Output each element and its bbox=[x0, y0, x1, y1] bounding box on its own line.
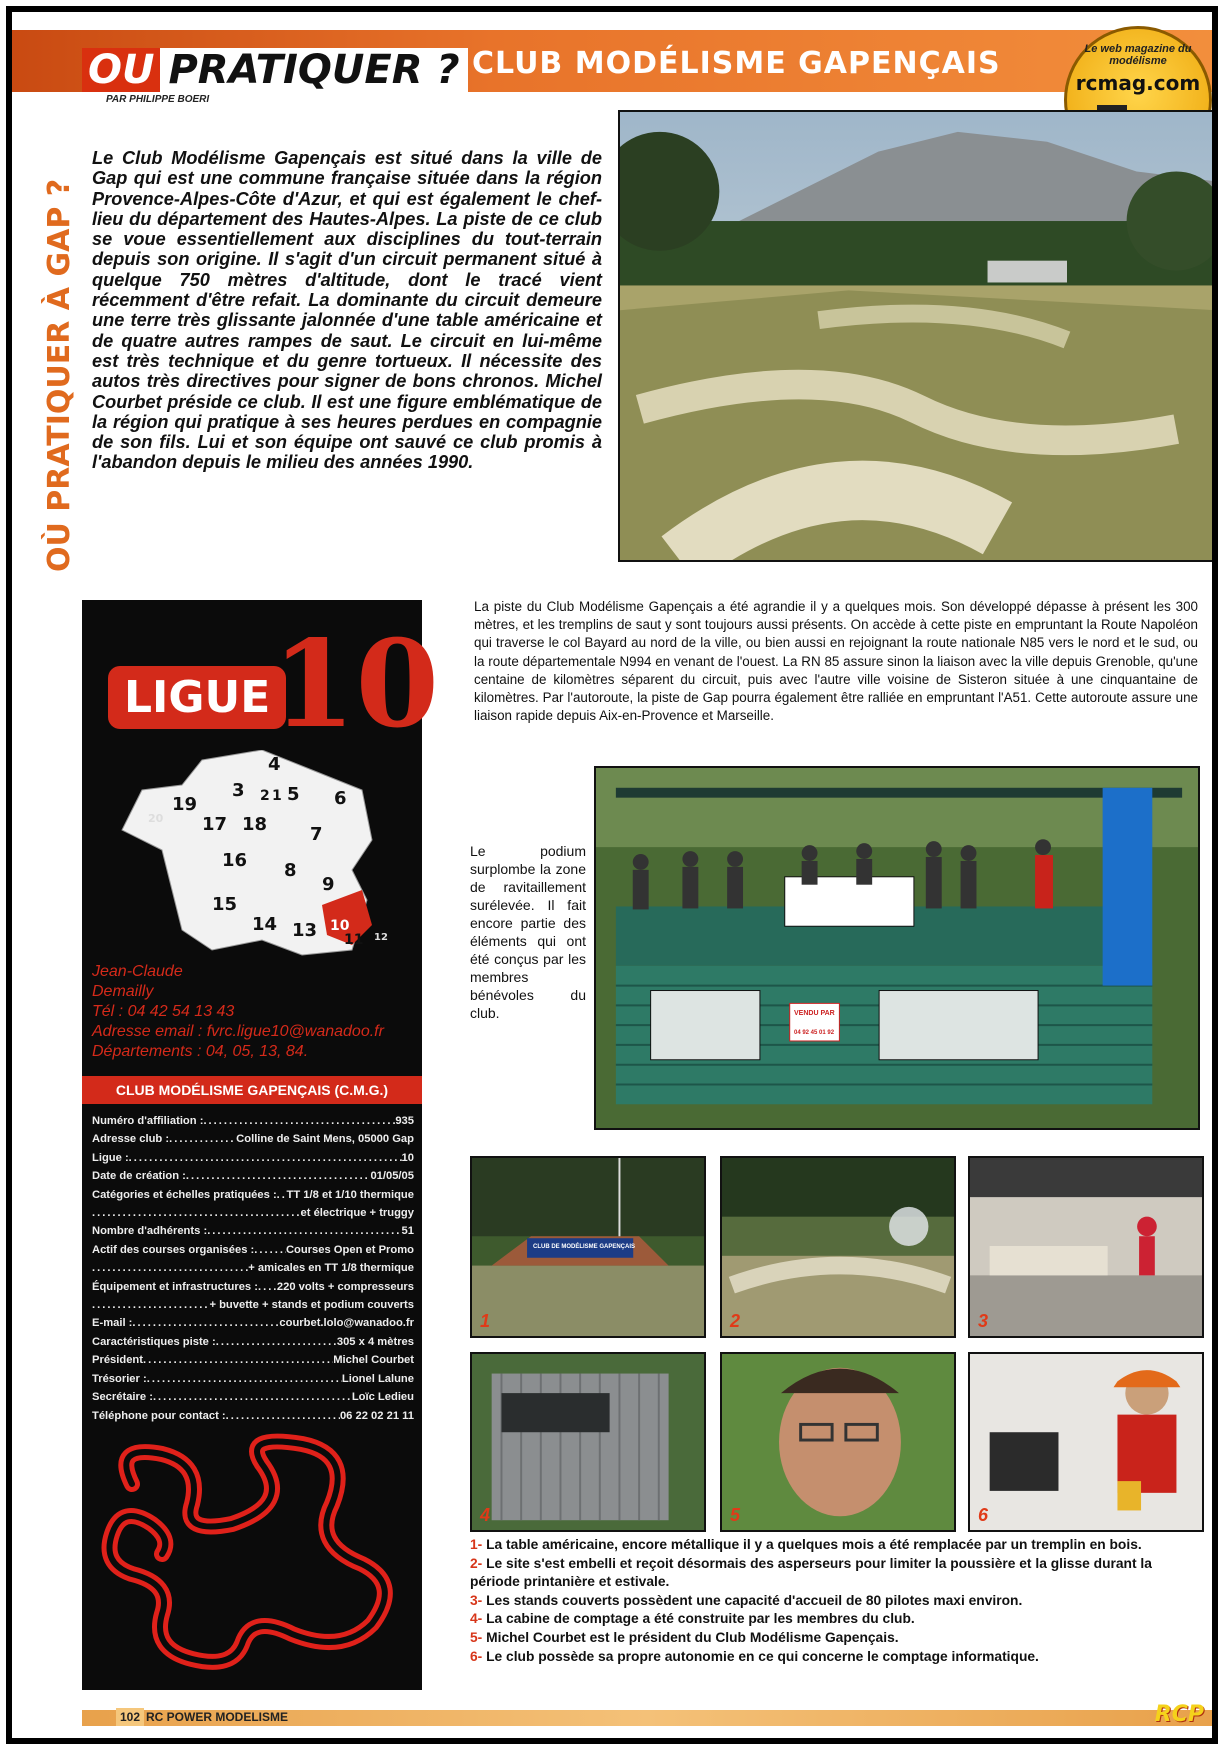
spec-dots bbox=[129, 1149, 402, 1167]
spec-row bbox=[92, 1186, 414, 1204]
spec-label: Numéro d'affiliation : bbox=[92, 1115, 204, 1127]
intro-text: Le Club Modélisme Gapençais est situé dans la ville de Gap qui est une commune française située dans la région Provence-Alpes-Côte d'Azur, et qui est également le chef-lieu du département des Hautes-Alpes. La piste de ce club se voue essentiellement aux disciplines du tout-terrain depuis son origine. Il s'agit d'un circuit permanent situé à quelque 750 mètres d'altitude, dont le tracé vient récemment d'être refait. La dominante du circuit demeure une terre très glissante jalonnée d'une table américaine et de quatre autres rampes de saut. Le circuit en lui-même est très technique et du genre tortueux. Il nécessite des autos très directives pour signer de bons chronos. Michel Courbet préside ce club. Il est une figure emblématique de la région qui pratique à ses heures perdues en compagnie de son fils. Lui et son équipe ont sauvé ce club promis à l'abandon depuis le milieu des années 1990. bbox=[92, 148, 602, 473]
ligue-panel bbox=[82, 600, 439, 1690]
photo-5 bbox=[720, 1352, 956, 1532]
spec-value: + amicales en TT 1/8 thermique bbox=[248, 1262, 414, 1275]
spec-row bbox=[92, 1296, 414, 1314]
spec-value: Lionel Lalune bbox=[341, 1372, 414, 1385]
spec-dots bbox=[169, 1130, 236, 1148]
caption-text: Le club possède sa propre autonomie en ce qui concerne le comptage informatique. bbox=[482, 1648, 1039, 1664]
photo-3 bbox=[968, 1156, 1204, 1338]
region-label: 9 bbox=[322, 874, 335, 895]
photo-2 bbox=[720, 1156, 956, 1338]
spec-dots bbox=[143, 1351, 333, 1369]
region-label: 5 bbox=[287, 784, 300, 805]
section-pratiquer: PRATIQUER ? bbox=[160, 48, 467, 92]
spec-value: + buvette + stands et podium couverts bbox=[209, 1299, 414, 1312]
spec-row bbox=[92, 1222, 414, 1240]
caption-item bbox=[470, 1592, 1200, 1611]
spec-label: Caractéristiques piste : bbox=[92, 1335, 216, 1348]
spec-row bbox=[92, 1278, 414, 1296]
spec-dots bbox=[186, 1167, 371, 1185]
spec-label: Président bbox=[92, 1354, 143, 1367]
region-label: 12 bbox=[374, 932, 388, 943]
france-map bbox=[82, 750, 422, 960]
spec-dots bbox=[216, 1333, 337, 1351]
photo-1-banner: CLUB DE MODÉLISME GAPENÇAIS bbox=[532, 1244, 635, 1250]
spec-value: 51 bbox=[401, 1225, 414, 1238]
spec-label: Date de création : bbox=[92, 1170, 186, 1183]
vendu-phone: 04 92 45 01 92 bbox=[794, 1030, 835, 1036]
photo-5-number: 5 bbox=[730, 1505, 741, 1525]
region-label: 14 bbox=[252, 914, 278, 935]
contact-departments: Départements : 04, 05, 13, 84. bbox=[92, 1043, 309, 1060]
contact-email: Adresse email : fvrc.ligue10@wanadoo.fr bbox=[92, 1023, 384, 1040]
spec-value: et électrique + truggy bbox=[300, 1207, 414, 1220]
byline: PAR PHILIPPE BOERI bbox=[106, 94, 210, 105]
photo-6-number: 6 bbox=[978, 1505, 989, 1525]
spec-value: Michel Courbet bbox=[333, 1354, 414, 1367]
spec-row bbox=[92, 1333, 414, 1351]
vertical-title: OÙ PRATIQUER À GAP ? bbox=[42, 178, 77, 572]
caption-item bbox=[470, 1648, 1200, 1667]
spec-value: 10 bbox=[401, 1151, 414, 1164]
vendu-sign: VENDU PAR bbox=[794, 1010, 835, 1017]
region-label: 18 bbox=[242, 814, 268, 835]
region-label: 19 bbox=[172, 794, 198, 815]
region-label: 11 bbox=[344, 932, 364, 948]
spec-dots bbox=[277, 1186, 287, 1204]
contact-name-1: Jean-Claude bbox=[92, 963, 183, 980]
club-box-title: CLUB MODÉLISME GAPENÇAIS (C.M.G.) bbox=[82, 1076, 422, 1104]
region-label: 4 bbox=[268, 754, 281, 775]
spec-dots bbox=[226, 1407, 340, 1425]
spec-row bbox=[92, 1130, 414, 1148]
spec-dots bbox=[92, 1296, 209, 1314]
spec-value: TT 1/8 et 1/10 thermique bbox=[286, 1188, 414, 1201]
ligue-label: LIGUE bbox=[108, 666, 286, 729]
caption-text: Michel Courbet est le président du Club Modélisme Gapençais. bbox=[482, 1629, 899, 1645]
photo-3-number: 3 bbox=[978, 1311, 989, 1331]
rcmag-name: rcmag.com bbox=[1075, 71, 1201, 95]
spec-row bbox=[92, 1204, 414, 1222]
caption-text: Les stands couverts possèdent une capacité d'accueil de 80 pilotes maxi environ. bbox=[482, 1592, 1023, 1608]
caption-item bbox=[470, 1555, 1200, 1592]
region-label: 17 bbox=[202, 814, 228, 835]
club-title: CLUB MODÉLISME GAPENÇAIS bbox=[472, 46, 1001, 81]
spec-dots bbox=[147, 1370, 342, 1388]
caption-item bbox=[470, 1610, 1200, 1629]
spec-value: 935 bbox=[395, 1115, 414, 1127]
spec-row bbox=[92, 1149, 414, 1167]
spec-row bbox=[92, 1112, 414, 1130]
spec-label: Catégories et échelles pratiquées : bbox=[92, 1188, 277, 1201]
page-number: 102 bbox=[116, 1708, 144, 1726]
podium-photo bbox=[594, 766, 1200, 1130]
spec-dots bbox=[132, 1314, 279, 1332]
region-label: 16 bbox=[222, 850, 248, 871]
rcp-logo: RCP bbox=[1154, 1702, 1204, 1727]
caption-number: 2- bbox=[470, 1555, 483, 1571]
region-label: 10 bbox=[330, 918, 350, 934]
body-text: La piste du Club Modélisme Gapençais a été agrandie il y a quelques mois. Son développé dépasse à présent les 300 mètres, et les tremplins de saut y sont toujours aussi présents. On accède à cette piste en empruntant la Route Napoléon qui traverse le col Bayard au nord de la ville, ou bien aussi en rejoignant la route nationale N85 vers le nord et le sud, ou la route départementale N994 en venant de l'ouest. La RN 85 assure sinon la liaison avec la ville depuis Grenoble, qu'une centaine de kilomètres séparent du circuit, puis avec l'autre ville voisine de Sisteron située à une cinquantaine de kilomètres. Par l'autoroute, la piste de Gap pourra également être ralliée en empruntant l'A51. Cette autoroute assure une liaison rapide depuis Aix-en-Provence et Marseille. bbox=[474, 599, 1198, 724]
spec-dots bbox=[153, 1388, 352, 1406]
spec-label: Nombre d'adhérents : bbox=[92, 1225, 208, 1238]
spec-dots bbox=[258, 1278, 277, 1296]
spec-row bbox=[92, 1259, 414, 1277]
ligue-number: 10 bbox=[272, 614, 439, 755]
spec-dots bbox=[207, 1222, 401, 1240]
spec-value: courbet.lolo@wanadoo.fr bbox=[279, 1317, 414, 1330]
spec-value: 305 x 4 mètres bbox=[336, 1335, 414, 1348]
caption-number: 5- bbox=[470, 1629, 483, 1645]
club-specs bbox=[92, 1112, 414, 1425]
magazine-name: RC POWER MODELISME bbox=[146, 1710, 289, 1724]
spec-label: Actif des courses organisées : bbox=[92, 1243, 255, 1256]
region-label: 8 bbox=[284, 860, 297, 881]
caption-number: 3- bbox=[470, 1592, 483, 1608]
spec-row bbox=[92, 1351, 414, 1369]
photo-4-number: 4 bbox=[480, 1505, 491, 1525]
photo-2-number: 2 bbox=[730, 1311, 741, 1331]
spec-row bbox=[92, 1167, 414, 1185]
spec-row bbox=[92, 1388, 414, 1406]
spec-value: Colline de Saint Mens, 05000 Gap bbox=[236, 1133, 414, 1146]
spec-label: Trésorier : bbox=[92, 1372, 147, 1385]
spec-dots bbox=[254, 1241, 286, 1259]
spec-label: E-mail : bbox=[92, 1317, 133, 1330]
region-label: 6 bbox=[334, 788, 347, 809]
photo-4 bbox=[470, 1352, 706, 1532]
region-label: 20 bbox=[148, 812, 164, 825]
spec-value: 01/05/05 bbox=[370, 1170, 414, 1183]
spec-value: Courses Open et Promo bbox=[285, 1243, 414, 1256]
spec-row bbox=[92, 1241, 414, 1259]
region-label: 13 bbox=[292, 920, 318, 941]
section-logo bbox=[82, 42, 468, 92]
caption-number: 4- bbox=[470, 1611, 483, 1627]
contact-name-2: Demailly bbox=[92, 983, 154, 1000]
caption-text: La table américaine, encore métallique il y a quelques mois a été remplacée par un tremplin en bois. bbox=[482, 1537, 1142, 1552]
track-photo bbox=[618, 110, 1218, 562]
photo-captions bbox=[470, 1536, 1200, 1666]
caption-item bbox=[470, 1536, 1200, 1555]
footer bbox=[82, 1702, 1212, 1728]
spec-label: Ligue : bbox=[92, 1151, 129, 1164]
region-label: 3 bbox=[232, 780, 245, 801]
caption-number: 1- bbox=[470, 1537, 483, 1552]
caption-text: La cabine de comptage a été construite par les membres du club. bbox=[482, 1611, 915, 1627]
caption-text: Le site s'est embelli et reçoit désormais des asperseurs pour limiter la poussière et la glisse durant la période printanière et estivale. bbox=[470, 1555, 1152, 1590]
podium-caption: Le podium surplombe la zone de ravitaillement surélevée. Il fait encore partie des éléments qui ont été conçus par les membres bénévoles du club. bbox=[470, 843, 586, 1021]
region-label: 1 bbox=[272, 788, 282, 804]
region-label: 15 bbox=[212, 894, 238, 915]
region-label: 2 bbox=[260, 788, 270, 804]
region-label: 7 bbox=[310, 824, 323, 845]
spec-dots bbox=[92, 1204, 301, 1222]
spec-value: 220 volts + compresseurs bbox=[276, 1280, 414, 1293]
magazine-page bbox=[6, 6, 1218, 1744]
caption-number: 6- bbox=[470, 1648, 483, 1664]
spec-dots bbox=[203, 1112, 395, 1130]
photo-6 bbox=[968, 1352, 1204, 1532]
track-layout bbox=[92, 1424, 412, 1674]
section-ou: OU bbox=[82, 48, 160, 92]
photo-1-number: 1 bbox=[480, 1311, 491, 1331]
caption-item bbox=[470, 1629, 1200, 1648]
spec-label: Adresse club : bbox=[92, 1133, 170, 1146]
spec-label: Téléphone pour contact : bbox=[92, 1409, 226, 1422]
spec-dots bbox=[92, 1259, 248, 1277]
spec-label: Équipement et infrastructures : bbox=[92, 1280, 258, 1293]
spec-row bbox=[92, 1314, 414, 1332]
spec-label: Secrétaire : bbox=[92, 1391, 153, 1404]
spec-value: Loïc Ledieu bbox=[351, 1391, 414, 1404]
rcmag-tagline: Le web magazine du modélisme bbox=[1084, 43, 1192, 67]
photo-1 bbox=[470, 1156, 706, 1338]
ligue-contact bbox=[92, 962, 384, 1062]
spec-row bbox=[92, 1370, 414, 1388]
spec-value: 06 22 02 21 11 bbox=[339, 1409, 414, 1422]
spec-row bbox=[92, 1407, 414, 1425]
contact-tel: Tél : 04 42 54 13 43 bbox=[92, 1003, 235, 1020]
